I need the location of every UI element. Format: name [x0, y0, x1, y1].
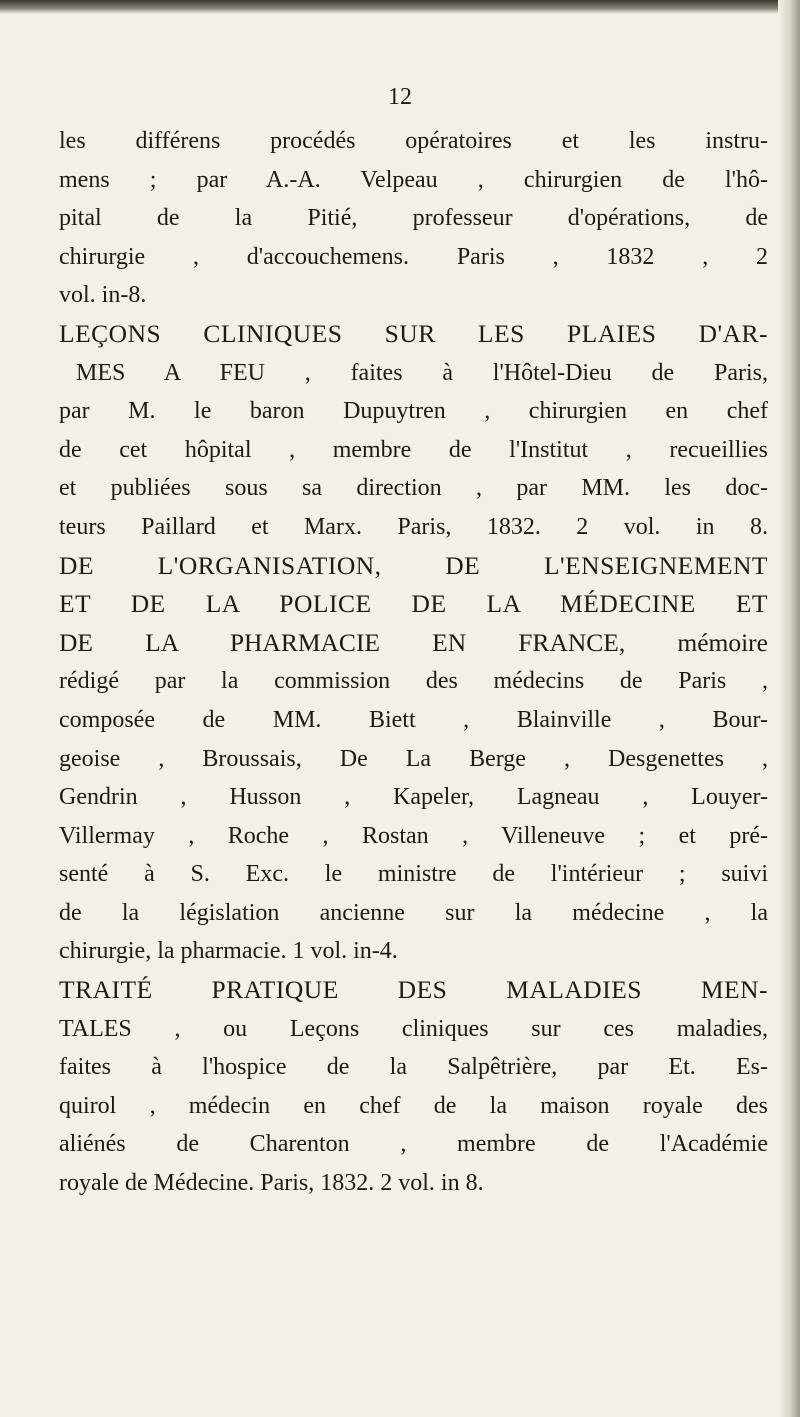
text-line: les différens procédés opératoires et les instru-	[59, 128, 768, 154]
entry-heading-line: TRAITÉ PRATIQUE DES MALADIES MEN-	[59, 975, 768, 1005]
text-line: TALES , ou Leçons cliniques sur ces maladies,	[59, 1015, 768, 1042]
entry-heading-line: DE L'ORGANISATION, DE L'ENSEIGNEMENT	[59, 550, 768, 580]
page-top-edge	[0, 0, 800, 14]
text-line: chirurgie, la pharmacie. 1 vol. in-4.	[59, 938, 398, 965]
text-line: par M. le baron Dupuytren , chirurgien en chef	[59, 398, 768, 425]
text-line: chirurgie , d'accouchemens. Paris , 1832 , 2	[59, 243, 768, 270]
text-line: mens ; par A.-A. Velpeau , chirurgien de l'hô-	[59, 166, 768, 193]
text-line: vol. in-8.	[59, 282, 147, 309]
text-line: de la législation ancienne sur la médecine , la	[59, 899, 768, 926]
text-line: rédigé par la commission des médecins de Paris ,	[59, 668, 768, 695]
page-number: 12	[388, 84, 412, 110]
text-line: royale de Médecine. Paris, 1832. 2 vol. in 8.	[59, 1170, 484, 1197]
entry-heading-line: ET DE LA POLICE DE LA MÉDECINE ET	[59, 589, 768, 619]
text-line: MES A FEU , faites à l'Hôtel-Dieu de Paris,	[76, 359, 768, 386]
entry-heading-line: LEÇONS CLINIQUES SUR LES PLAIES D'AR-	[59, 318, 768, 348]
text-line: composée de MM. Biett , Blainville , Bour-	[59, 706, 768, 733]
bibliography-text	[59, 122, 768, 1203]
text-line: Gendrin , Husson , Kapeler, Lagneau , Louyer-	[59, 784, 768, 811]
text-line: geoise , Broussais, De La Berge , Desgenettes ,	[59, 745, 768, 772]
text-line: teurs Paillard et Marx. Paris, 1832. 2 vol. in 8.	[59, 513, 768, 540]
page-right-edge	[778, 0, 800, 1417]
entry-heading-line: DE LA PHARMACIE EN FRANCE, mémoire	[59, 627, 768, 657]
text-line: quirol , médecin en chef de la maison royale des	[59, 1092, 768, 1119]
text-line: Villermay , Roche , Rostan , Villeneuve ; et pré-	[59, 822, 768, 849]
text-line: senté à S. Exc. le ministre de l'intérieur ; suivi	[59, 861, 768, 888]
text-line: et publiées sous sa direction , par MM. les doc-	[59, 475, 768, 502]
text-line: aliénés de Charenton , membre de l'Académie	[59, 1131, 768, 1158]
text-line: de cet hôpital , membre de l'Institut , recueillies	[59, 436, 768, 463]
text-line: faites à l'hospice de la Salpêtrière, par Et. Es-	[59, 1054, 768, 1081]
text-line: pital de la Pitié, professeur d'opérations, de	[59, 205, 768, 232]
